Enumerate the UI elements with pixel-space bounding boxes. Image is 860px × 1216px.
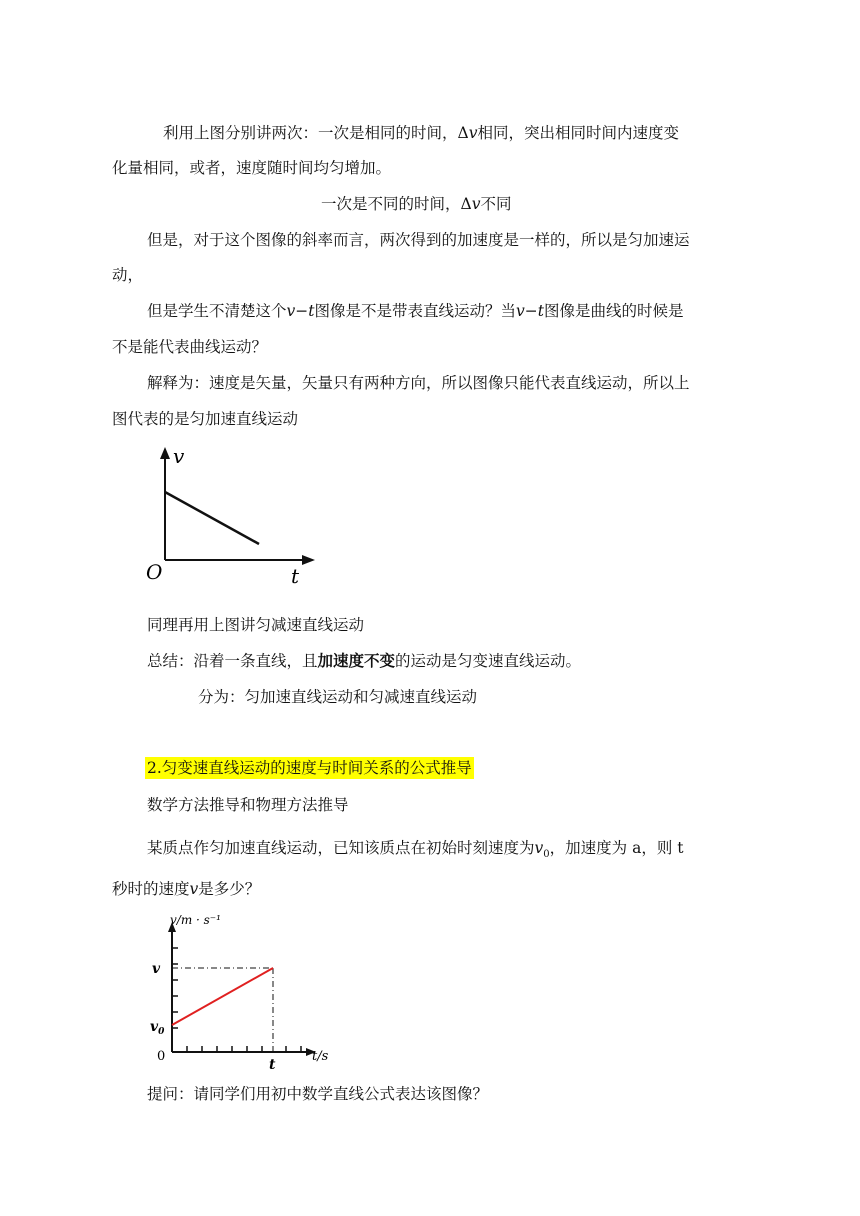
t-label: t bbox=[269, 1057, 276, 1073]
variable-v: v bbox=[286, 302, 296, 320]
text: 图像是曲线的时候是 bbox=[544, 302, 684, 320]
paragraph-1-line-1 bbox=[163, 122, 679, 144]
subscript-0: 0 bbox=[543, 849, 550, 861]
data-line bbox=[165, 492, 259, 544]
text: 是多少？ bbox=[198, 880, 261, 898]
text: 但是，对于这个图像的斜率而言，两次得到的加速度是一样的，所以是匀加速运 bbox=[147, 231, 690, 249]
variable-v: v bbox=[468, 124, 478, 142]
paragraph-11 bbox=[147, 1083, 488, 1105]
paragraph-4-line-1 bbox=[147, 300, 684, 322]
text: 分为：匀加速直线运动和匀减速直线运动 bbox=[198, 688, 478, 706]
v0-label: $v_0$ bbox=[150, 1019, 165, 1037]
x-axis-label: t/s bbox=[312, 1049, 329, 1064]
text: 总结：沿着一条直线，且 bbox=[147, 652, 318, 670]
variable-t: t bbox=[537, 302, 545, 320]
y-axis-label: v/m · s⁻¹ bbox=[170, 913, 221, 927]
paragraph-5-line-1 bbox=[147, 372, 690, 394]
minus-sign: − bbox=[524, 302, 538, 320]
emphasis-text: 加速度不变 bbox=[317, 651, 396, 670]
text: ，加速度为 a，则 t bbox=[549, 839, 684, 857]
text: 的运动是匀变速直线运动。 bbox=[395, 652, 582, 670]
velocity-time-graph-decelerating bbox=[140, 443, 330, 588]
text: 不同 bbox=[480, 195, 512, 213]
paragraph-4-line-2 bbox=[112, 336, 267, 358]
paragraph-5-line-2 bbox=[112, 408, 298, 430]
paragraph-2 bbox=[321, 193, 512, 215]
text: 动， bbox=[112, 266, 144, 284]
delta-symbol: Δ bbox=[460, 195, 472, 213]
paragraph-7 bbox=[147, 650, 581, 672]
text: 一次是不同的时间， bbox=[321, 195, 461, 213]
text: 秒时的速度 bbox=[112, 880, 190, 898]
text: 解释为：速度是矢量，矢量只有两种方向，所以图像只能代表直线运动，所以上 bbox=[147, 374, 690, 392]
paragraph-10-line-1 bbox=[147, 837, 683, 866]
paragraph-10-line-2 bbox=[112, 878, 260, 900]
origin-label: O bbox=[146, 560, 163, 584]
text: 数学方法推导和物理方法推导 bbox=[147, 796, 349, 814]
variable-v: v bbox=[471, 195, 481, 213]
y-axis-arrow bbox=[160, 447, 170, 459]
x-axis-label: t bbox=[291, 564, 300, 588]
paragraph-3-line-1 bbox=[147, 229, 690, 251]
minus-sign: − bbox=[295, 302, 309, 320]
text: 利用上图分别讲两次：一次是相同的时间， bbox=[163, 124, 458, 142]
variable-v0: v bbox=[534, 839, 544, 857]
velocity-time-graph-accelerating bbox=[140, 910, 370, 1075]
text: 化量相同，或者，速度随时间均匀增加。 bbox=[112, 159, 392, 177]
v-label: v bbox=[152, 961, 161, 977]
x-axis-arrow bbox=[302, 555, 315, 565]
text: 图像是不是带表直线运动？当 bbox=[314, 302, 517, 320]
paragraph-3-line-2 bbox=[112, 264, 143, 286]
text: 同理再用上图讲匀减速直线运动 bbox=[147, 616, 365, 634]
section-heading bbox=[145, 757, 474, 779]
paragraph-1-line-2 bbox=[112, 157, 391, 179]
text: 图代表的是匀加速直线运动 bbox=[112, 410, 299, 428]
text: 但是学生不清楚这个 bbox=[147, 302, 287, 320]
velocity-line bbox=[172, 968, 273, 1025]
paragraph-9 bbox=[147, 794, 349, 816]
text: 某质点作匀加速直线运动，已知该质点在初始时刻速度为 bbox=[147, 839, 535, 857]
text: 相同，突出相同时间内速度变 bbox=[477, 124, 679, 142]
variable-v: v bbox=[189, 880, 199, 898]
y-axis-label: v bbox=[173, 444, 185, 468]
variable-t: t bbox=[308, 302, 315, 320]
paragraph-6 bbox=[147, 614, 364, 636]
zero-label: 0 bbox=[157, 1049, 166, 1064]
text: 不是能代表曲线运动？ bbox=[112, 338, 268, 356]
variable-v: v bbox=[516, 302, 525, 320]
text: 提问：请同学们用初中数学直线公式表达该图像？ bbox=[147, 1085, 489, 1103]
highlighted-heading: 2.匀变速直线运动的速度与时间关系的公式推导 bbox=[147, 759, 472, 777]
delta-symbol: Δ bbox=[457, 124, 469, 142]
paragraph-8 bbox=[198, 686, 477, 708]
